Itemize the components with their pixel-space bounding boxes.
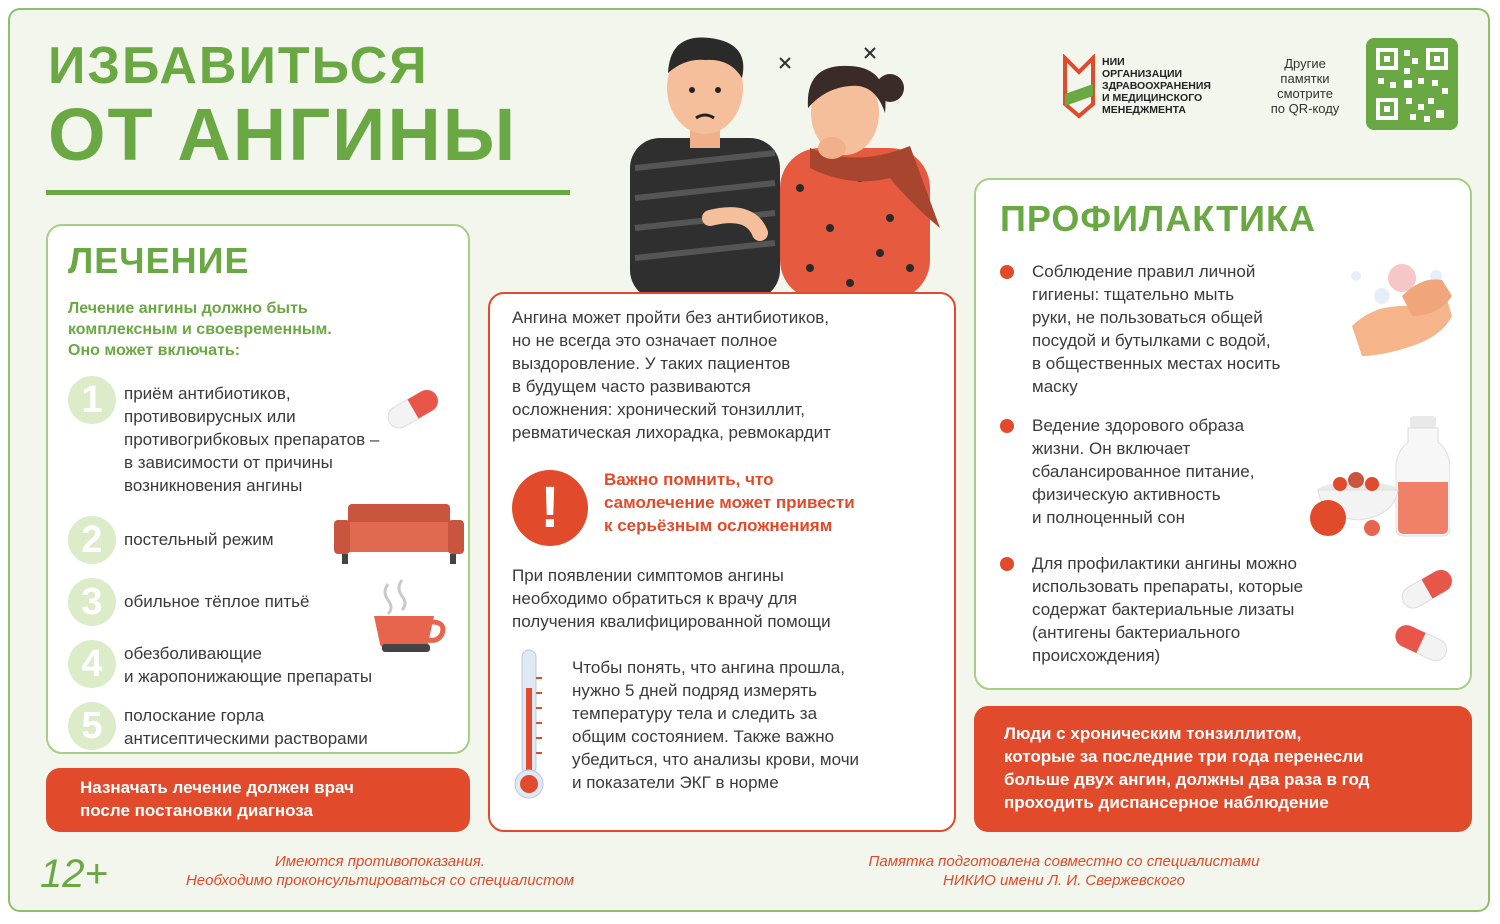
- prevention-item-1: [1000, 260, 1280, 398]
- qr-code-icon[interactable]: [1366, 38, 1458, 130]
- prevention-item-2: [1000, 414, 1255, 529]
- step-number: 3: [68, 578, 116, 626]
- step-text: постельный режим: [124, 530, 274, 549]
- step-text: полоскание горла антисептическими растворами: [124, 706, 368, 748]
- page-title: [48, 37, 518, 176]
- bullet-dot: [1000, 419, 1014, 433]
- people-illustration: [610, 28, 960, 300]
- poster-frame: [8, 8, 1490, 912]
- bullet-dot: [1000, 265, 1014, 279]
- pill-icon: [1396, 566, 1458, 612]
- treatment-heading: ЛЕЧЕНИЕ: [68, 240, 250, 281]
- title-line-1: ИЗБАВИТЬСЯ: [48, 37, 429, 95]
- prevention-item-3: [1000, 552, 1303, 667]
- title-underline: [46, 190, 570, 195]
- step-number: 5: [68, 702, 116, 750]
- footer-credits: Памятка подготовлена совместно со специалистами НИКИО имени Л. И. Свержевского: [868, 853, 1260, 889]
- prevention-item-text: Для профилактики ангины можно использовать препараты, которые содержат бактериальные лизаты (антигены бактериального происхождения): [1032, 554, 1304, 665]
- info-paragraph-2: При появлении симптомов ангины необходимо обратиться к врачу для получения квалифицированной помощи: [512, 566, 831, 631]
- treatment-step-2: [68, 516, 274, 564]
- treatment-banner: Назначать лечение должен врач после постановки диагноза: [46, 768, 470, 832]
- exclamation-icon: !: [512, 470, 588, 546]
- step-text: обезболивающие и жаропонижающие препараты: [124, 644, 373, 686]
- food-bottle-icon: [1310, 412, 1450, 540]
- treatment-step-1: [68, 376, 379, 497]
- prevention-heading: ПРОФИЛАКТИКА: [1000, 198, 1316, 239]
- warning-text: Важно помнить, что самолечение может привести к серьёзным осложнениям: [604, 470, 855, 535]
- handwash-icon: [1342, 256, 1454, 366]
- footer-contraindications: Имеются противопоказания. Необходимо проконсультироваться со специалистом: [185, 853, 575, 889]
- sofa-icon: [334, 500, 464, 566]
- prevention-banner: Люди с хроническим тонзиллитом, которые за последние три года перенесли больше двух ангин, должны два раза в год проходить диспансерное наблюдение: [974, 706, 1472, 832]
- info-paragraph-1: Ангина может пройти без антибиотиков, но не всегда это означает полное выздоровление. У таких пациентов в будущем часто развиваются осложнения: хронический тонзиллит, ревматическая лихорадка, ревмокардит: [512, 308, 831, 442]
- prevention-panel: [974, 178, 1472, 690]
- age-rating: 12+: [40, 852, 108, 896]
- pill-icon: [382, 386, 444, 432]
- step-text: приём антибиотиков, противовирусных или противогрибковых препаратов – в зависимости от причины возникновения ангины: [124, 384, 380, 495]
- treatment-panel: [46, 224, 470, 754]
- prevention-item-text: Соблюдение правил личной гигиены: тщательно мыть руки, не пользоваться общей посудой и бутылками с водой, в общественных местах носить маску: [1032, 262, 1281, 396]
- info-panel: [488, 292, 956, 832]
- step-number: 1: [68, 376, 116, 424]
- bullet-dot: [1000, 557, 1014, 571]
- treatment-step-4: [68, 640, 372, 688]
- org-name: НИИ ОРГАНИЗАЦИИ ЗДРАВООХРАНЕНИЯ И МЕДИЦИНСКОГО МЕНЕДЖМЕНТА: [1102, 56, 1211, 116]
- step-number: 2: [68, 516, 116, 564]
- treatment-step-3: [68, 578, 309, 626]
- step-text: обильное тёплое питьё: [124, 592, 310, 611]
- title-line-2: ОТ АНГИНЫ: [48, 93, 518, 176]
- treatment-step-5: [68, 702, 368, 750]
- step-number: 4: [68, 640, 116, 688]
- info-paragraph-3: Чтобы понять, что ангина прошла, нужно 5 дней подряд измерять температуру тела и следить за общим состоянием. Также важно убедиться, что анализы крови, мочи и показатели ЭКГ в норме: [572, 658, 860, 792]
- pill-icon: [1390, 620, 1452, 666]
- org-logo-icon: [1062, 54, 1096, 120]
- treatment-intro: Лечение ангины должно быть комплексным и своевременным. Оно может включать:: [68, 300, 332, 359]
- qr-note: Другие памятки смотрите по QR-коду: [1270, 56, 1340, 116]
- tea-cup-icon: [368, 578, 448, 654]
- thermometer-icon: [514, 648, 544, 802]
- prevention-item-text: Ведение здорового образа жизни. Он включает сбалансированное питание, физическую активность и полноценный сон: [1032, 416, 1255, 527]
